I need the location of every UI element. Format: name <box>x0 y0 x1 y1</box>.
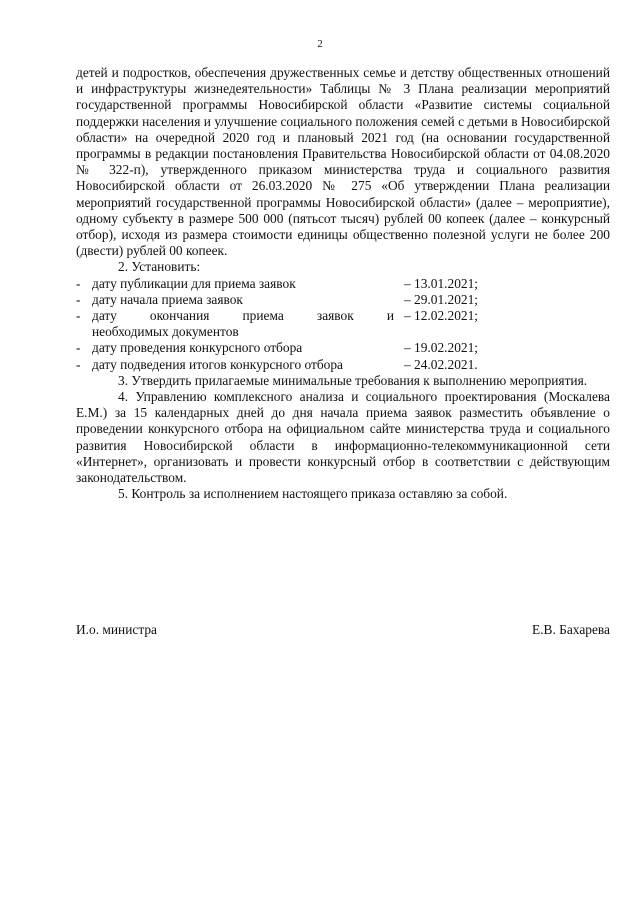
item-4: 4. Управлению комплексного анализа и социального проектирования (Москалева Е.М.) за 15 календарных дней до дня начала приема заявок разместить объявление о проведении конкурсного отбора на официальном сайте министерства труда и социального развития Новосибирской области в информационно-телекоммуникационной сети «Интернет», организовать и провести конкурсный отбор в соответствии с действующим законодательством. <box>76 389 610 486</box>
signature-block <box>76 622 610 638</box>
paragraph-continuation: детей и подростков, обеспечения дружественных семье и детству общественных отношений и инфраструктуры жизнедеятельности» Таблицы № 3 Плана реализации мероприятий государственной программы Новосибирской области «Развитие системы социальной поддержки населения и улучшение социального положения семей с детьми в Новосибирской области» на очередной 2020 год и плановый 2021 год (на основании государственной программы в редакции постановления Правительства Новосибирской области от 04.08.2020 № 322-п), утвержденного приказом министерства труда и социального развития Новосибирской области от 26.03.2020 № 275 «Об утверждении Плана реализации мероприятий государственной программы Новосибирской области» (далее – мероприятие), одному субъекту в размере 500 000 (пятьсот тысяч) рублей 00 копеек (далее – конкурсный отбор), исходя из размера стоимости единицы общественно полезной услуги не более 200 (двести) рублей 00 копеек. <box>76 65 610 259</box>
list-dash: - <box>76 291 81 307</box>
date-item-selection <box>76 340 610 356</box>
date-item-start <box>76 292 610 308</box>
date-value: – 29.01.2021; <box>404 291 479 307</box>
date-label: дату подведения итогов конкурсного отбора <box>92 356 344 372</box>
item-3: 3. Утвердить прилагаемые минимальные требования к выполнению мероприятия. <box>118 372 588 388</box>
list-dash-spacer <box>76 324 92 340</box>
item-5: 5. Контроль за исполнением настоящего приказа оставляю за собой. <box>118 486 508 502</box>
date-label: дату публикации для приема заявок <box>92 275 296 291</box>
date-item-end-continuation <box>76 324 610 340</box>
document-body <box>76 65 610 502</box>
list-dash: - <box>76 308 81 324</box>
list-dash: - <box>76 356 81 372</box>
date-item-results <box>76 357 610 373</box>
date-value: – 13.01.2021; <box>404 275 479 291</box>
date-list <box>76 276 610 373</box>
date-value: – 24.02.2021. <box>404 356 478 372</box>
page-number: 2 <box>317 38 323 50</box>
date-item-end <box>76 308 610 324</box>
item-2-heading: 2. Установить: <box>118 259 201 275</box>
date-label-continuation: необходимых документов <box>92 324 239 340</box>
list-dash: - <box>76 275 81 291</box>
date-item-publication <box>76 276 610 292</box>
date-label: дату проведения конкурсного отбора <box>92 340 303 356</box>
signature-name: Е.В. Бахарева <box>532 622 610 637</box>
date-label: дату окончания приема заявок и <box>92 308 394 324</box>
date-value: – 19.02.2021; <box>404 340 479 356</box>
signature-position: И.о. министра <box>76 622 157 637</box>
list-dash: - <box>76 340 81 356</box>
date-label: дату начала приема заявок <box>92 291 243 307</box>
date-value: – 12.02.2021; <box>404 308 479 324</box>
